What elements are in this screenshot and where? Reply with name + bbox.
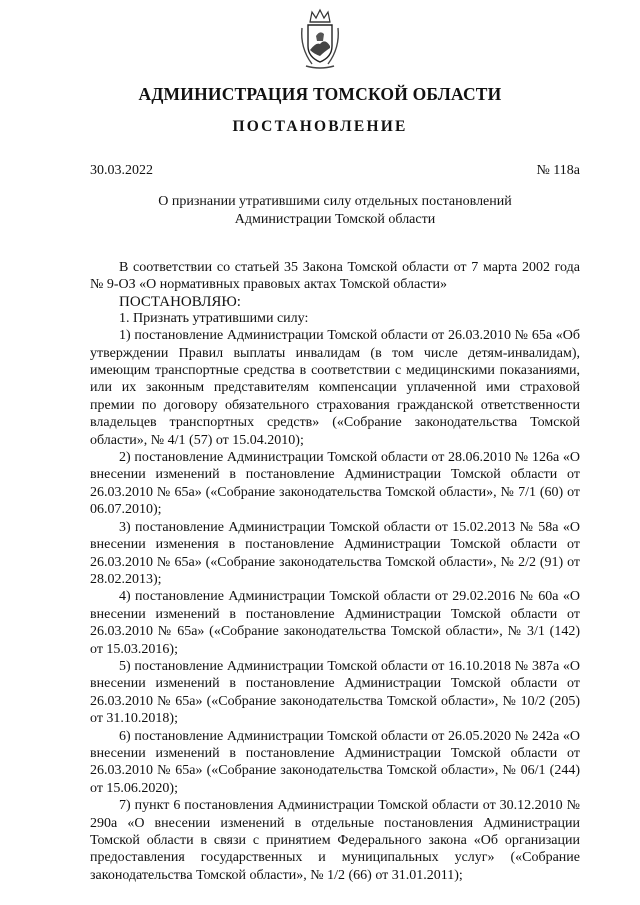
list-item: 2) постановление Администрации Томской области от 28.06.2010 № 126а «О внесении изменений в постановление Администрации Томской области от 26.03.2010 № 65а» («Собрание законодательства Томской области», № 7/1 (60) от 06.07.2010); [90, 450, 580, 518]
document-number: № 118а [536, 163, 580, 178]
decree-heading: ПОСТАНОВЛЯЮ: [119, 293, 241, 310]
preamble-paragraph: В соответствии со статьей 35 Закона Томской области от 7 марта 2002 года № 9-ОЗ «О нормативных правовых актах Томской области» [90, 260, 580, 293]
list-item: 6) постановление Администрации Томской области от 26.05.2020 № 242а «О внесении изменений в постановление Администрации Томской области от 26.03.2010 № 65а» («Собрание законодательства Томской области», № 06/1 (244) от 15.06.2020); [90, 728, 580, 796]
subject-line-2: Администрации Томской области [234, 212, 436, 227]
list-item: 1) постановление Администрации Томской области от 26.03.2010 № 65а «Об утверждении Правил выплаты инвалидам (в том числе детям-инвалидам), имеющим транспортные средства в соответствии с медицинскими показаниями, или их законным представителям компенсации уплаченной ими страховой премии по договору обязательного страхования гражданской ответственности владельцев транспортных средств» («Собрание законодательства Томской области», № 4/1 (57) от 15.04.2010); [90, 328, 580, 448]
organization-title: АДМИНИСТРАЦИЯ ТОМСКОЙ ОБЛАСТИ [138, 84, 502, 104]
document-date: 30.03.2022 [90, 163, 153, 178]
document-subject [90, 193, 580, 229]
list-item: 7) пункт 6 постановления Администрации Томской области от 30.12.2010 № 290а «О внесении изменений в отдельные постановления Администрации Томской области в связи с принятием Федерального закона «Об организации предоставления государственных и муниципальных услуг» («Собрание законодательства Томской области», № 1/2 (66) от 31.01.2011); [90, 798, 580, 883]
list-item: 5) постановление Администрации Томской области от 16.10.2018 № 387а «О внесении изменений в постановление Администрации Томской области от 26.03.2010 № 65а» («Собрание законодательства Томской области», № 10/2 (205) от 31.10.2018); [90, 658, 580, 727]
coat-of-arms-icon [298, 8, 342, 70]
document-type-title: ПОСТАНОВЛЕНИЕ [232, 118, 408, 135]
subject-line-1: О признании утратившими силу отдельных постановлений [158, 194, 512, 209]
clause-1: 1. Признать утратившими силу: [119, 310, 309, 326]
list-item: 3) постановление Администрации Томской области от 15.02.2013 № 58а «О внесении изменения в постановление Администрации Томской области от 26.03.2010 № 65а» («Собрание законодательства Томской области», № 2/2 (91) от 28.02.2013); [90, 519, 580, 587]
list-item: 4) постановление Администрации Томской области от 29.02.2016 № 60а «О внесении изменений в постановление Администрации Томской области от 26.03.2010 № 65а» («Собрание законодательства Томской области», № 3/1 (142) от 15.03.2016); [90, 589, 580, 657]
document-body [90, 259, 580, 884]
